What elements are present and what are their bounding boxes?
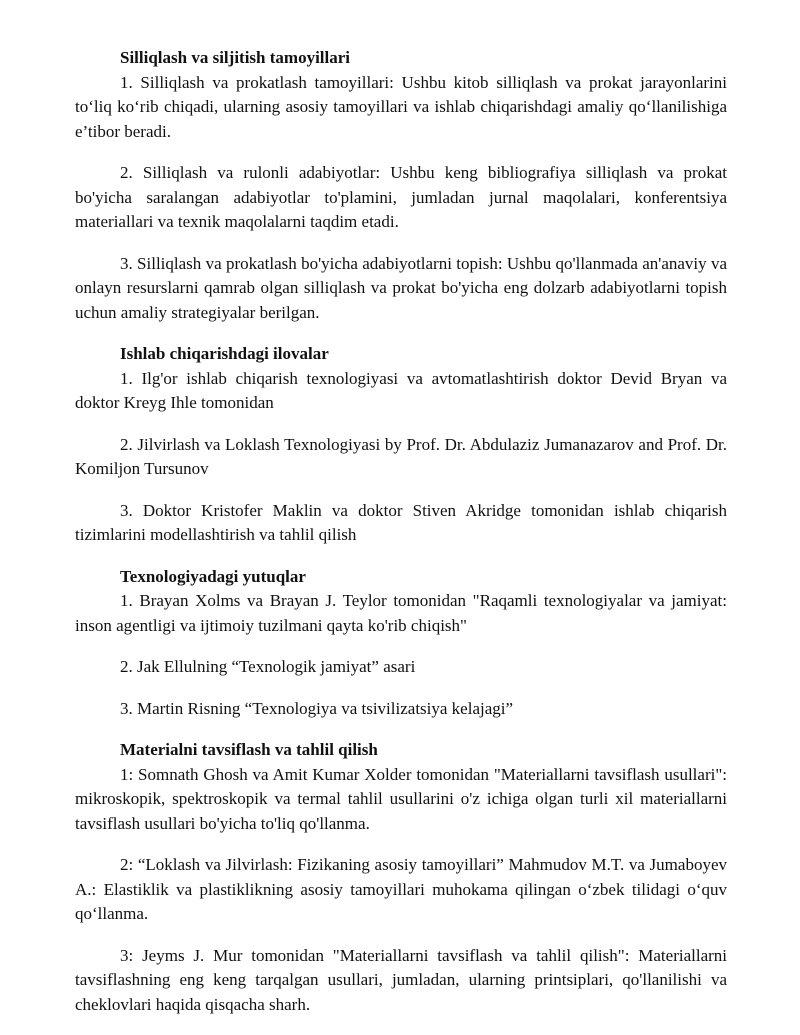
list-item: 3. Silliqlash va prokatlash bo'yicha adabiyotlarni topish: Ushbu qo'llanmada an'anaviy va onlayn resurslarni qamrab olgan silliqlash va prokat bo'yicha eng dolzarb adabiyotlarni topish uchun amaliy strategiyalar berilgan. — [75, 253, 727, 322]
list-item: 1. Brayan Xolms va Brayan J. Teylor tomonidan "Raqamli texnologiyalar va jamiyat: inson agentligi va ijtimoiy tuzilmani qayta ko'rib chiqish" — [75, 591, 727, 635]
section-heading: Texnologiyadagi yutuqlar — [120, 566, 306, 586]
list-item: 2. Jak Ellulning “Texnologik jamiyat” asari — [120, 657, 416, 676]
section-heading: Ishlab chiqarishdagi ilovalar — [120, 344, 329, 363]
section-silliqlash — [75, 46, 727, 325]
list-item: 2. Jilvirlash va Loklash Texnologiyasi by Prof. Dr. Abdulaziz Jumanazarov and Prof. Dr. Komiljon Tursunov — [75, 434, 727, 478]
list-item: 3: Jeyms J. Mur tomonidan "Materiallarni tavsiflash va tahlil qilish": Materiallarni tavsiflashning eng keng tarqalgan usullari, jumladan, ularning printsiplari, qo'llanilishi va cheklovlari haqida qisqacha sharh. — [75, 945, 727, 1014]
document-page — [75, 46, 727, 1034]
section-heading: Materialni tavsiflash va tahlil qilish — [120, 740, 378, 759]
list-item: 3. Doktor Kristofer Maklin va doktor Stiven Akridge tomonidan ishlab chiqarish tizimlarini modellashtirish va tahlil qilish — [75, 500, 727, 544]
list-item: 1. Ilg'or ishlab chiqarish texnologiyasi va avtomatlashtirish doktor Devid Bryan va doktor Kreyg Ihle tomonidan — [75, 368, 727, 412]
section-ishlab-chiqarish — [75, 342, 727, 548]
list-item: 1: Somnath Ghosh va Amit Kumar Xolder tomonidan "Materiallarni tavsiflash usullari": mikroskopik, spektroskopik va termal tahlil usullarini o'z ichiga olgan turli xil materiallarni tavsiflash usullari bo'yicha to'liq qo'llanma. — [75, 764, 727, 833]
section-materialni-tavsiflash — [75, 738, 727, 1017]
section-texnologiya — [75, 565, 727, 722]
list-item: 2: “Loklash va Jilvirlash: Fizikaning asosiy tamoyillari” Mahmudov M.T. va Jumaboyev A.: Elastiklik va plastiklikning asosiy tamoyillari muhokama qilingan o‘zbek tilidagi o‘quv qo‘llanma. — [75, 855, 727, 923]
list-item: 3. Martin Risning “Texnologiya va tsivilizatsiya kelajagi” — [120, 698, 514, 718]
section-heading: Silliqlash va siljitish tamoyillari — [120, 48, 351, 67]
list-item: 2. Silliqlash va rulonli adabiyotlar: Ushbu keng bibliografiya silliqlash va prokat bo'yicha saralangan adabiyotlar to'plamini, jumladan jurnal maqolalari, konferentsiya materiallari va texnik maqolalarni taqdim etadi. — [75, 163, 727, 231]
list-item: 1. Silliqlash va prokatlash tamoyillari: Ushbu kitob silliqlash va prokat jarayonlarini to‘liq ko‘rib chiqadi, ularning asosiy tamoyillari va ishlab chiqarishdagi amaliy qo‘llanilishiga e’tibor beradi. — [75, 72, 727, 141]
